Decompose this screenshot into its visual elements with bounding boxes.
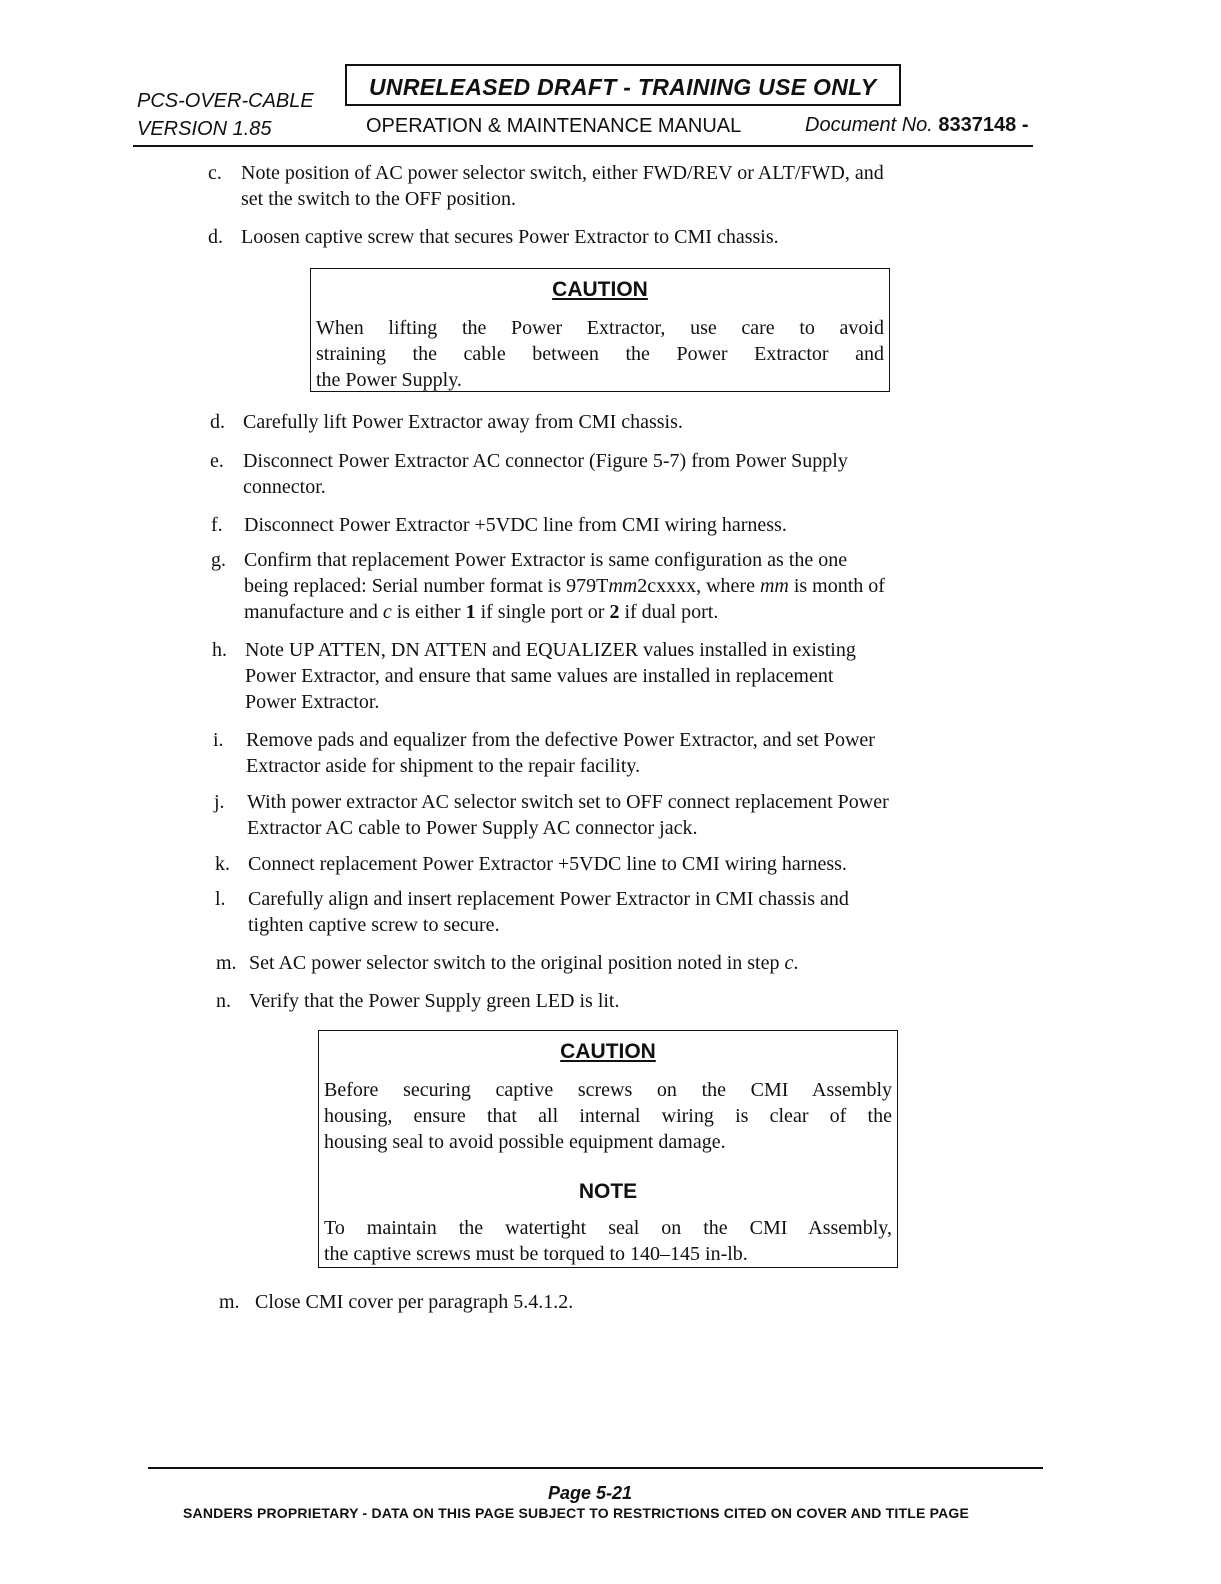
- step-label: f.: [211, 514, 223, 536]
- step-label: e.: [210, 450, 224, 472]
- text-run: being replaced: Serial number format is 979T: [244, 575, 609, 597]
- step-text: Disconnect Power Extractor AC connector (Figure 5-7) from Power Supply: [243, 450, 848, 472]
- text-run: is month of: [788, 575, 885, 597]
- step-text: Connect replacement Power Extractor +5VDC line to CMI wiring harness.: [248, 853, 847, 875]
- text-run: 2cxxxx, where: [637, 575, 760, 597]
- step-text: [249, 950, 798, 976]
- step-text: Extractor AC cable to Power Supply AC connector jack.: [247, 817, 698, 839]
- caution-heading: CAUTION: [552, 278, 648, 301]
- text-run-italic: c: [382, 601, 392, 623]
- step-text: Power Extractor.: [245, 691, 380, 713]
- step-label: l.: [215, 888, 226, 910]
- note-heading: NOTE: [578, 1180, 638, 1203]
- step-text: Note UP ATTEN, DN ATTEN and EQUALIZER values installed in existing: [245, 639, 856, 661]
- caution-text: the Power Supply.: [316, 369, 462, 391]
- step-label: m.: [216, 952, 237, 974]
- caution-text: Before securing captive screws on the CMI Assembly: [324, 1079, 892, 1101]
- step-label: m.: [219, 1291, 240, 1313]
- step-label: j.: [214, 791, 225, 813]
- text-run-bold: 1: [465, 601, 476, 623]
- step-text: Verify that the Power Supply green LED is lit.: [249, 990, 620, 1012]
- caution-text: housing seal to avoid possible equipment damage.: [324, 1131, 726, 1153]
- step-label: n.: [216, 990, 231, 1012]
- text-run-italic: mm: [608, 575, 638, 597]
- step-text: set the switch to the OFF position.: [241, 188, 516, 210]
- step-text: Close CMI cover per paragraph 5.4.1.2.: [255, 1291, 574, 1313]
- caution-text: When lifting the Power Extractor, use care to avoid: [316, 317, 884, 339]
- step-label: k.: [215, 853, 230, 875]
- text-run: if dual port.: [619, 601, 719, 623]
- footer-rule: [148, 1467, 1043, 1469]
- step-label: g.: [211, 549, 226, 571]
- step-text: Remove pads and equalizer from the defective Power Extractor, and set Power: [246, 729, 875, 751]
- step-text: Disconnect Power Extractor +5VDC line from CMI wiring harness.: [244, 514, 787, 536]
- step-text: Power Extractor, and ensure that same values are installed in replacement: [245, 665, 834, 687]
- step-text: Note position of AC power selector switch, either FWD/REV or ALT/FWD, and: [241, 162, 884, 184]
- text-run: is either: [391, 601, 466, 623]
- text-run: manufacture and: [244, 601, 383, 623]
- document-number-value: 8337148 -: [938, 114, 1029, 136]
- caution-text: straining the cable between the Power Extractor and: [316, 343, 884, 365]
- text-run: Set AC power selector switch to the original position noted in step: [249, 952, 785, 974]
- manual-title: OPERATION & MAINTENANCE MANUAL: [366, 115, 742, 137]
- caution-text: housing, ensure that all internal wiring is clear of the: [324, 1105, 892, 1127]
- proprietary-notice: SANDERS PROPRIETARY - DATA ON THIS PAGE SUBJECT TO RESTRICTIONS CITED ON COVER AND TITLE PAGE: [183, 1505, 970, 1521]
- header-rule: [133, 145, 1033, 147]
- step-label: d.: [208, 226, 223, 248]
- note-text: To maintain the watertight seal on the CMI Assembly,: [324, 1217, 892, 1239]
- step-text: Confirm that replacement Power Extractor is same configuration as the one: [244, 549, 848, 571]
- caution-heading: CAUTION: [560, 1040, 656, 1063]
- caution-box-lifting: [310, 268, 890, 392]
- step-text: Carefully lift Power Extractor away from CMI chassis.: [243, 411, 683, 433]
- version-label: VERSION 1.85: [137, 118, 272, 140]
- step-label: d.: [210, 411, 225, 433]
- step-text-serial: [244, 573, 885, 599]
- note-text: the captive screws must be torqued to 140–145 in-lb.: [324, 1243, 748, 1265]
- text-run-italic: c: [784, 952, 794, 974]
- step-text: Extractor aside for shipment to the repair facility.: [246, 755, 641, 777]
- step-label: i.: [213, 729, 224, 751]
- step-text: Carefully align and insert replacement Power Extractor in CMI chassis and: [248, 888, 849, 910]
- document-number: [805, 114, 1028, 137]
- page-number: Page 5-21: [548, 1483, 633, 1503]
- text-run: if single port or: [475, 601, 610, 623]
- caution-box-captive-screws: [318, 1030, 898, 1268]
- step-text: connector.: [243, 476, 326, 498]
- step-text-port: [244, 599, 885, 625]
- draft-banner: UNRELEASED DRAFT - TRAINING USE ONLY: [345, 64, 901, 106]
- step-text: tighten captive screw to secure.: [248, 914, 500, 936]
- document-number-label: Document No.: [805, 114, 933, 136]
- step-label: h.: [212, 639, 227, 661]
- text-run: .: [793, 952, 799, 974]
- step-text: With power extractor AC selector switch set to OFF connect replacement Power: [247, 791, 889, 813]
- product-name: PCS-OVER-CABLE: [137, 90, 314, 112]
- step-label: c.: [208, 162, 222, 184]
- text-run-bold: 2: [609, 601, 620, 623]
- text-run-italic: mm: [759, 575, 789, 597]
- step-text: Loosen captive screw that secures Power Extractor to CMI chassis.: [241, 226, 779, 248]
